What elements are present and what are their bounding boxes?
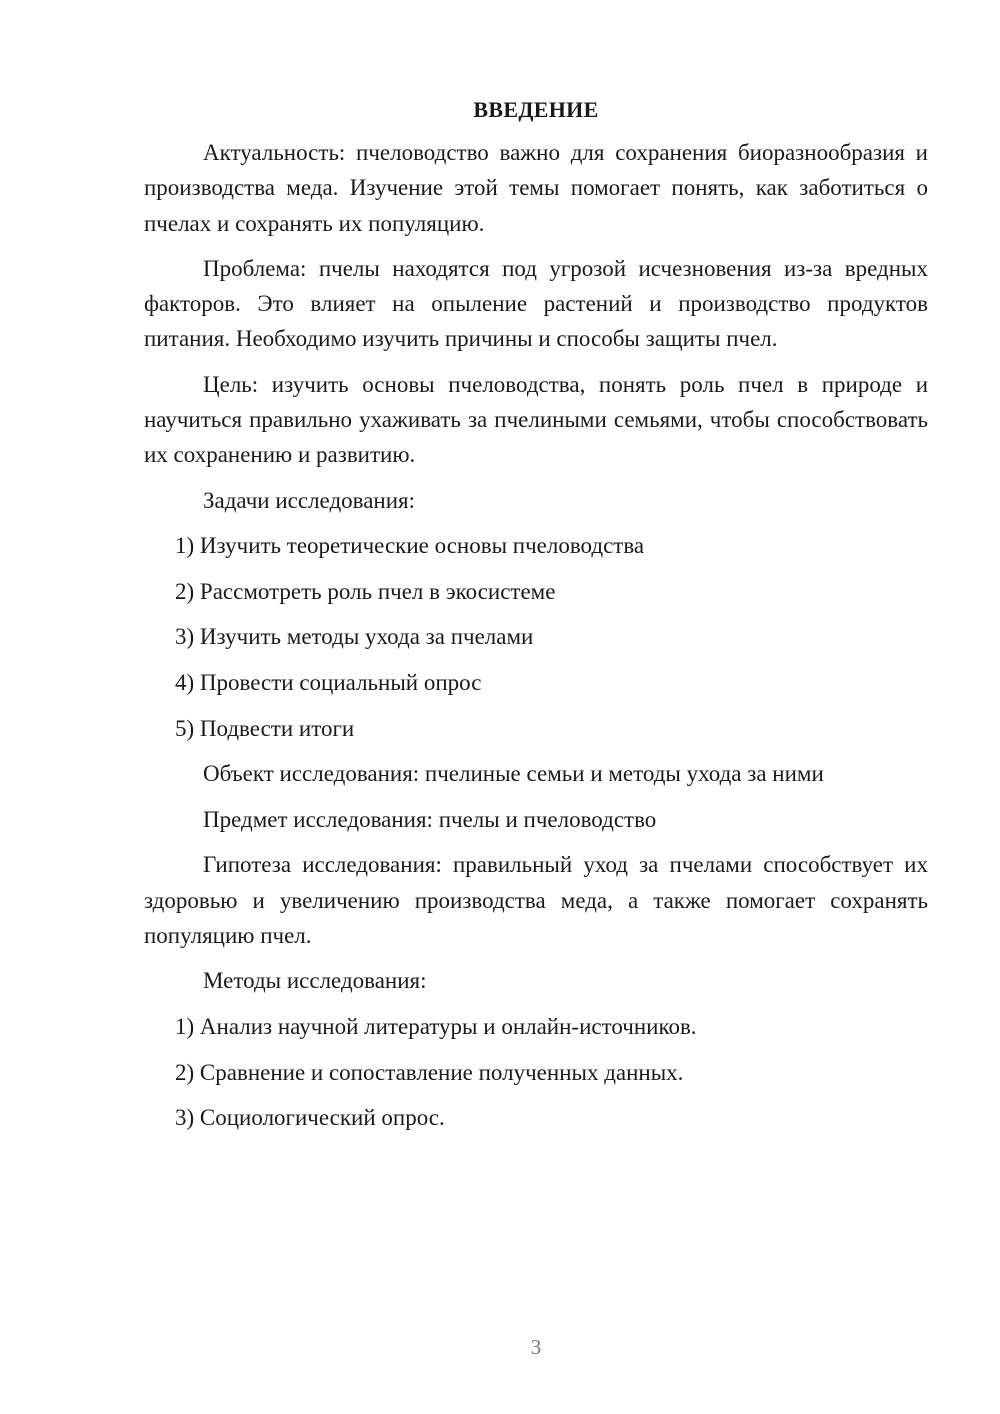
- list-item: 4) Провести социальный опрос: [175, 670, 482, 696]
- paragraph-object: Объект исследования: пчелиные семьи и методы ухода за ними: [203, 761, 824, 787]
- section-title: ВВЕДЕНИЕ: [473, 97, 599, 122]
- paragraph-hypothesis: Гипотеза исследования: правильный уход за пчелами способствует их здоровью и увеличению производства меда, а также помогает сохранять популяцию пчел.: [144, 852, 928, 949]
- paragraph-relevance: Актуальность: пчеловодство важно для сохранения биоразнообразия и производства меда. Изучение этой темы помогает понять, как заботиться о пчелах и сохранять их популяцию.: [144, 140, 928, 236]
- list-item: 2) Сравнение и сопоставление полученных данных.: [175, 1059, 684, 1085]
- page-number: 3: [530, 1335, 542, 1359]
- tasks-heading: Задачи исследования:: [203, 487, 416, 513]
- list-item: 1) Анализ научной литературы и онлайн-источников.: [175, 1013, 697, 1039]
- methods-list: [144, 1009, 928, 1135]
- methods-heading: Методы исследования:: [203, 968, 427, 994]
- paragraph-subject: Предмет исследования: пчелы и пчеловодство: [203, 806, 657, 832]
- list-item: 3) Социологический опрос.: [175, 1105, 445, 1131]
- list-item: 3) Изучить методы ухода за пчелами: [175, 624, 534, 650]
- page-content: [144, 93, 928, 1146]
- list-item: 1) Изучить теоретические основы пчеловодства: [175, 533, 645, 559]
- list-item: 2) Рассмотреть роль пчел в экосистеме: [175, 578, 556, 604]
- paragraph-problem: Проблема: пчелы находятся под угрозой исчезновения из-за вредных факторов. Это влияет на опыление растений и производство продуктов питания. Необходимо изучить причины и способы защиты пчел.: [144, 255, 928, 352]
- tasks-list: [144, 528, 928, 746]
- list-item: 5) Подвести итоги: [175, 715, 355, 741]
- paragraph-goal: Цель: изучить основы пчеловодства, понять роль пчел в природе и научиться правильно ухаживать за пчелиными семьями, чтобы способствовать их сохранению и развитию.: [144, 371, 928, 468]
